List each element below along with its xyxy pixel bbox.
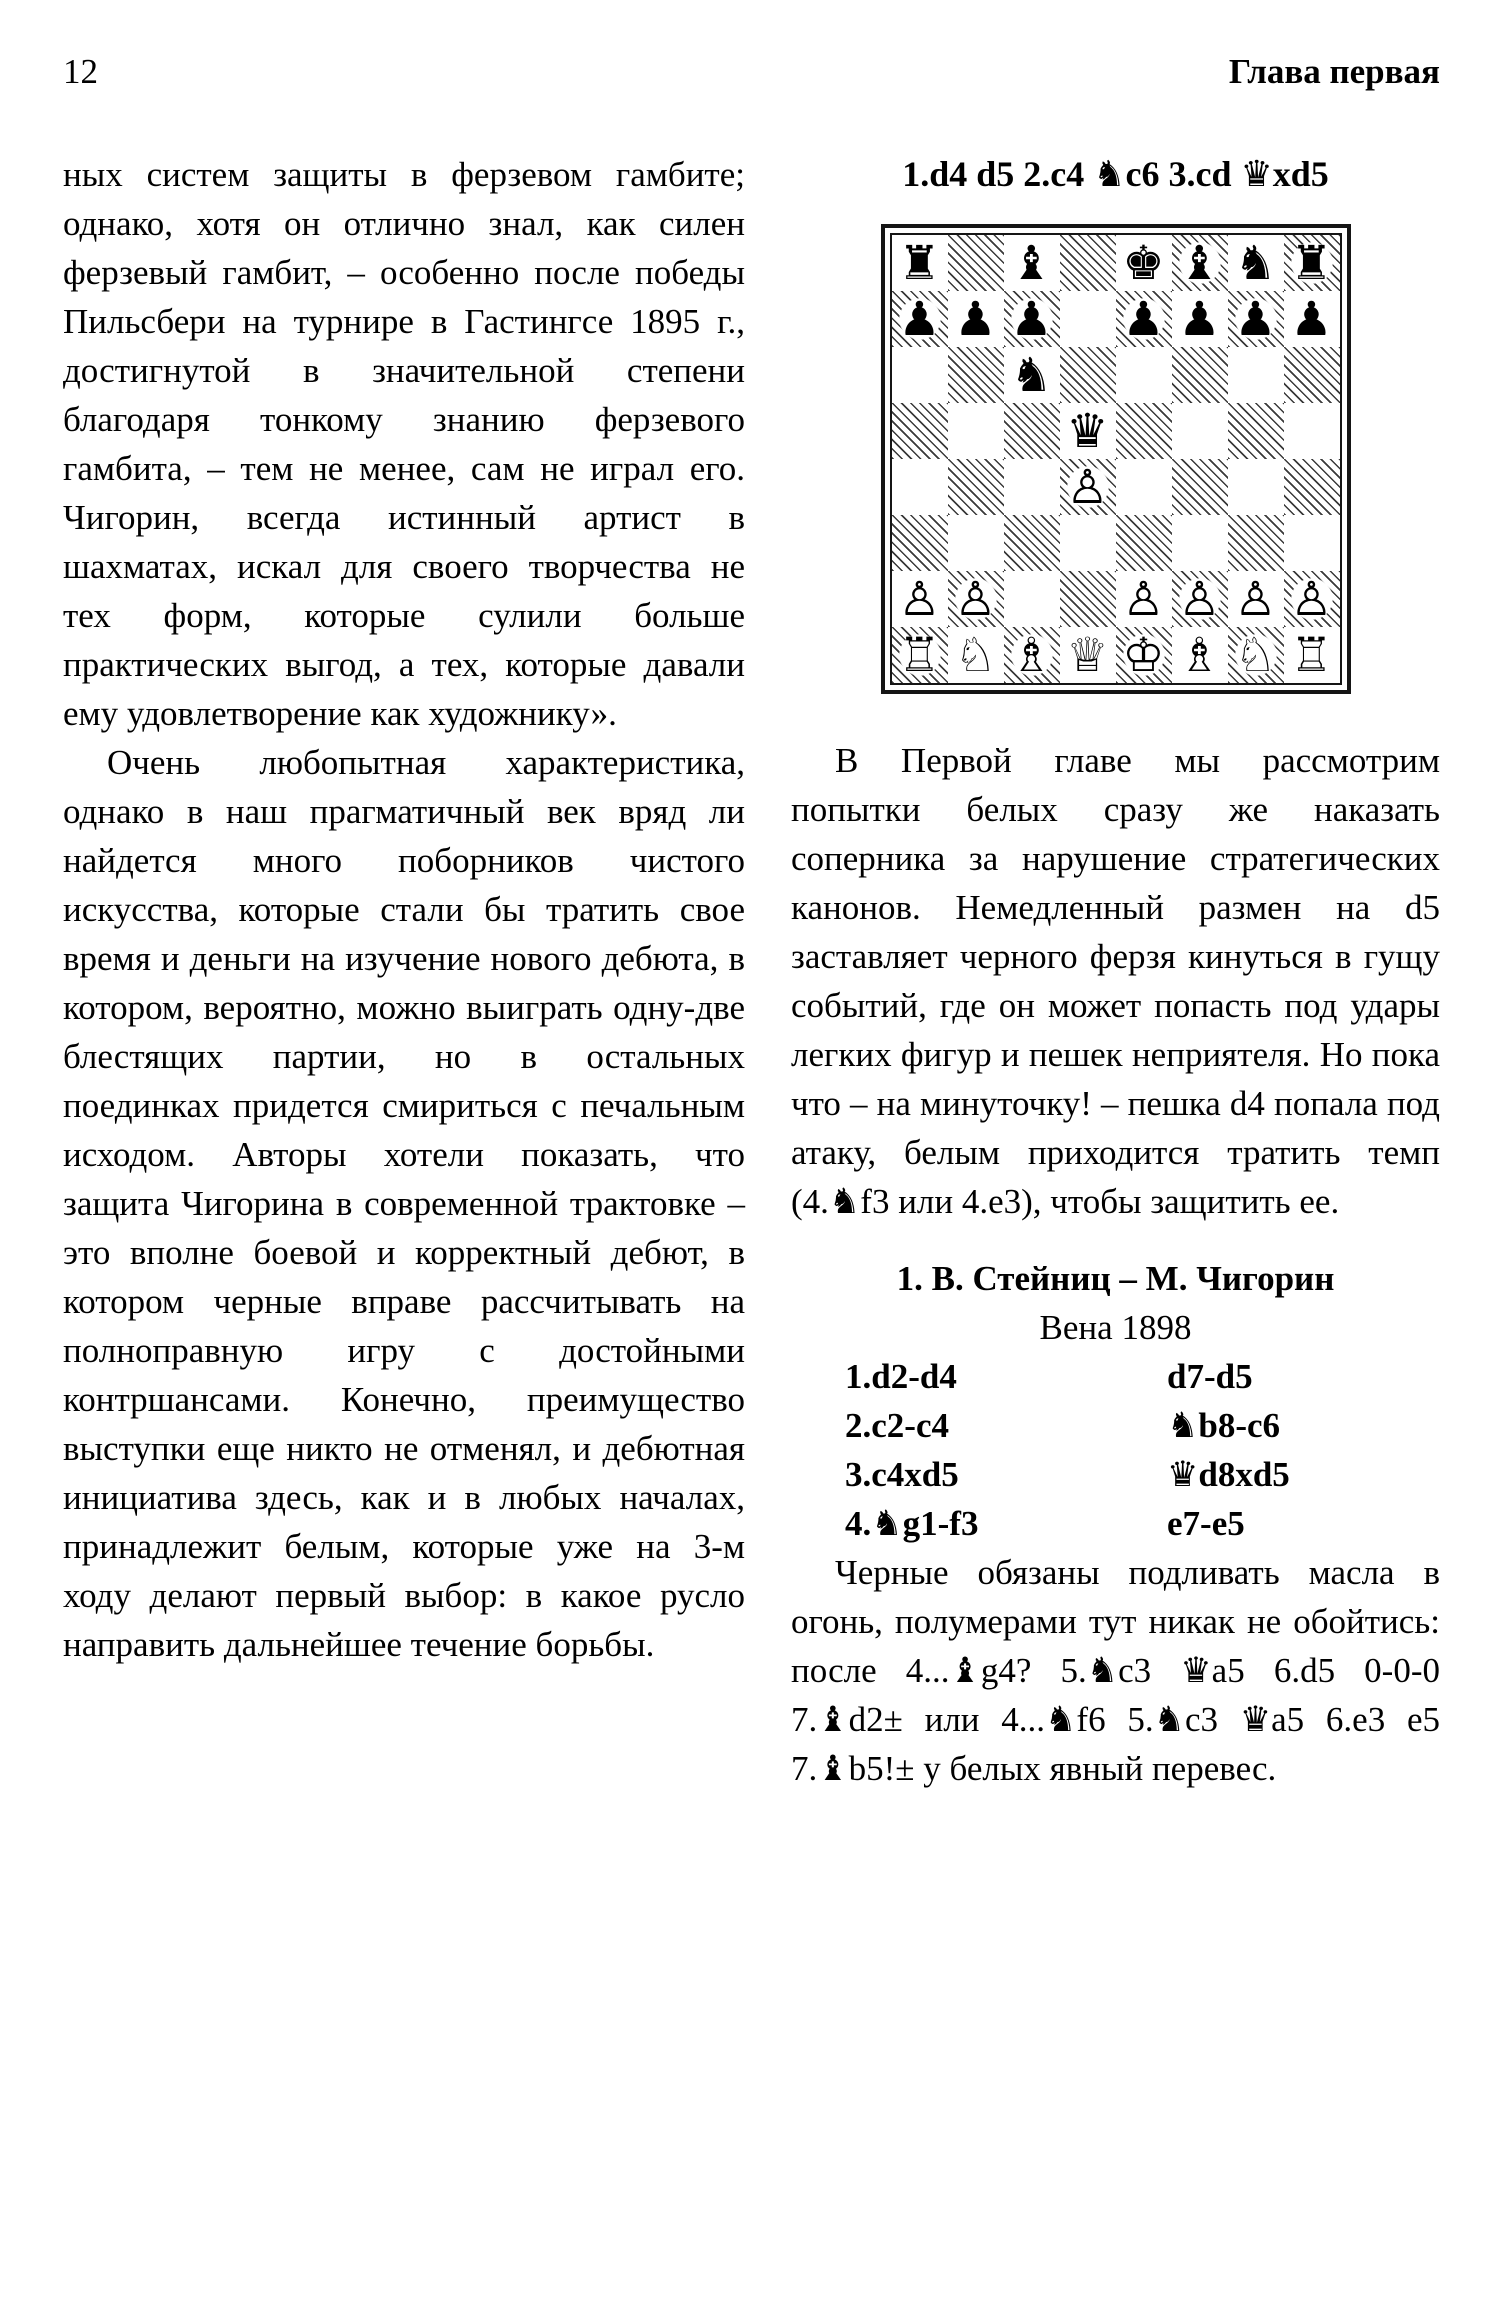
- moves-table: [791, 1352, 1440, 1548]
- board-square: [1060, 291, 1116, 347]
- board-square: [1116, 347, 1172, 403]
- board-square: [948, 403, 1004, 459]
- board-square: [948, 291, 1004, 347]
- white-move: 2.c2-c4: [845, 1406, 949, 1445]
- left-column: [63, 150, 745, 1793]
- board-square: [1172, 235, 1228, 291]
- board-square: [1004, 235, 1060, 291]
- board-square: [1116, 571, 1172, 627]
- board-square: [1060, 627, 1116, 683]
- board-square: [892, 627, 948, 683]
- chess-piece: ♟: [1172, 291, 1228, 347]
- board-square: [892, 291, 948, 347]
- chess-piece: ♗: [1172, 627, 1228, 683]
- board-square: [1228, 571, 1284, 627]
- chess-piece: ♛: [1060, 403, 1116, 459]
- board-square: [1116, 235, 1172, 291]
- board-square: [1284, 403, 1340, 459]
- board-square: [1060, 403, 1116, 459]
- chess-piece: ♘: [1228, 627, 1284, 683]
- board-square: [1004, 291, 1060, 347]
- board-square: [892, 571, 948, 627]
- board-square: [1116, 515, 1172, 571]
- chess-piece: ♙: [1228, 571, 1284, 627]
- board-square: [1228, 627, 1284, 683]
- white-move: 3.c4xd5: [845, 1455, 959, 1494]
- chess-piece: ♜: [892, 235, 948, 291]
- chess-piece: ♕: [1060, 627, 1116, 683]
- chess-piece: ♝: [1172, 235, 1228, 291]
- board-square: [1172, 291, 1228, 347]
- board-square: [1172, 347, 1228, 403]
- chess-piece: ♙: [1172, 571, 1228, 627]
- board-square: [1228, 403, 1284, 459]
- board-square: [1284, 235, 1340, 291]
- chess-piece: ♟: [1116, 291, 1172, 347]
- paragraph: В Первой главе мы рассмотрим попытки белых сразу же наказать соперника за нарушение стратегических канонов. Немедленный размен на d5 заставляет черного ферзя кинуться в гущу событий, где он может попасть под удары легких фигур и пешек неприятеля. Но пока что – на минуточку! – пешка d4 попала под атаку, белым приходится тратить темп (4.♞f3 или 4.e3), чтобы защитить ее.: [791, 741, 1440, 1221]
- board-square: [1116, 459, 1172, 515]
- chess-board: [890, 233, 1342, 685]
- board-square: [1060, 347, 1116, 403]
- board-square: [948, 515, 1004, 571]
- board-square: [892, 347, 948, 403]
- board-square: [1060, 459, 1116, 515]
- board-square: [1228, 235, 1284, 291]
- board-square: [1284, 291, 1340, 347]
- paragraph: Очень любопытная характеристика, однако в наш прагматичный век вряд ли найдется много поборников чистого искусства, которые стали бы тратить свое время и деньги на изучение нового дебюта, в котором, вероятно, можно выиграть одну-две блестящих партии, но в остальных поединках придется смириться с печальным исходом. Авторы хотели показать, что защита Чигорина в современной трактовке – это вполне боевой и корректный дебют, в котором черные вправе рассчитывать на полноправную игру с достойными контршансами. Конечно, преимущество выступки еще никто не отменял, и дебютная инициатива здесь, как и в любых началах, принадлежит белым, которые уже на 3-м ходу делают первый выбор: в какое русло направить дальнейшее течение борьбы.: [63, 743, 745, 1664]
- chess-piece: ♞: [1004, 347, 1060, 403]
- board-square: [948, 627, 1004, 683]
- board-square: [1284, 347, 1340, 403]
- board-square: [1004, 459, 1060, 515]
- board-square: [1228, 515, 1284, 571]
- board-square: [1116, 627, 1172, 683]
- chess-piece: ♚: [1116, 235, 1172, 291]
- white-move: 4.♞g1-f3: [845, 1504, 979, 1543]
- black-move: ♛d8xd5: [1167, 1455, 1290, 1494]
- game-title: 1. В. Стейниц – М. Чигорин: [896, 1259, 1335, 1298]
- chess-piece: ♝: [1004, 235, 1060, 291]
- chess-piece: ♟: [1004, 291, 1060, 347]
- board-square: [892, 515, 948, 571]
- page-header: [63, 50, 1440, 94]
- chess-piece: ♙: [1060, 459, 1116, 515]
- board-square: [1004, 347, 1060, 403]
- right-column: [791, 150, 1440, 1793]
- chess-piece: ♔: [1116, 627, 1172, 683]
- board-square: [1116, 291, 1172, 347]
- board-square: [948, 235, 1004, 291]
- chess-piece: ♘: [948, 627, 1004, 683]
- board-square: [1060, 515, 1116, 571]
- board-square: [1004, 571, 1060, 627]
- black-move: d7-d5: [1167, 1357, 1253, 1396]
- board-square: [1172, 627, 1228, 683]
- board-square: [1004, 627, 1060, 683]
- chess-piece: ♙: [948, 571, 1004, 627]
- board-square: [892, 403, 948, 459]
- board-square: [1004, 515, 1060, 571]
- chess-diagram: [881, 224, 1351, 694]
- board-square: [892, 459, 948, 515]
- board-square: [948, 347, 1004, 403]
- board-square: [1228, 347, 1284, 403]
- page-number: 12: [63, 52, 98, 91]
- board-square: [1172, 571, 1228, 627]
- board-square: [1172, 459, 1228, 515]
- opening-moves-header: 1.d4 d5 2.c4 ♞c6 3.cd ♛xd5: [902, 154, 1329, 194]
- chess-piece: ♙: [1116, 571, 1172, 627]
- chess-piece: ♙: [892, 571, 948, 627]
- chess-piece: ♟: [948, 291, 1004, 347]
- board-square: [1172, 515, 1228, 571]
- board-square: [1060, 571, 1116, 627]
- game-venue: Вена 1898: [1039, 1308, 1192, 1347]
- chess-piece: ♙: [1284, 571, 1340, 627]
- board-square: [1284, 459, 1340, 515]
- board-square: [1004, 403, 1060, 459]
- chess-piece: ♟: [892, 291, 948, 347]
- chess-piece: ♖: [892, 627, 948, 683]
- board-square: [1172, 403, 1228, 459]
- chess-piece: ♞: [1228, 235, 1284, 291]
- white-move: 1.d2-d4: [845, 1357, 957, 1396]
- black-move: ♞b8-c6: [1167, 1406, 1281, 1445]
- chess-piece: ♜: [1284, 235, 1340, 291]
- board-square: [1284, 627, 1340, 683]
- board-square: [1284, 571, 1340, 627]
- board-square: [948, 459, 1004, 515]
- chess-piece: ♟: [1228, 291, 1284, 347]
- chess-piece: ♟: [1284, 291, 1340, 347]
- paragraph: Черные обязаны подливать масла в огонь, полумерами тут никак не обойтись: после 4...♝g4? 5.♞c3 ♛a5 6.d5 0-0-0 7.♝d2± или 4...♞f6 5.♞c3 ♛a5 6.e3 e5 7.♝b5!± у белых явный перевес.: [791, 1553, 1440, 1788]
- chess-piece: ♗: [1004, 627, 1060, 683]
- board-square: [1228, 459, 1284, 515]
- board-square: [1116, 403, 1172, 459]
- chess-piece: ♖: [1284, 627, 1340, 683]
- board-square: [948, 571, 1004, 627]
- black-move: e7-e5: [1167, 1504, 1245, 1543]
- chapter-header: Глава первая: [1228, 52, 1440, 91]
- two-column-layout: [63, 150, 1440, 1793]
- board-square: [892, 235, 948, 291]
- board-square: [1060, 235, 1116, 291]
- board-square: [1284, 515, 1340, 571]
- board-square: [1228, 291, 1284, 347]
- paragraph: ных систем защиты в ферзевом гамбите; однако, хотя он отлично знал, как силен ферзевый гамбит, – особенно после победы Пильсбери на турнире в Гастингсе 1895 г., достигнутой в значительной степени благодаря тонкому знанию ферзевого гамбита, – тем не менее, сам не играл его. Чигорин, всегда истинный артист в шахматах, искал для своего творчества не тех форм, которые сулили больше практических выгод, а тех, которые давали ему удовлетворение как художнику».: [63, 155, 745, 733]
